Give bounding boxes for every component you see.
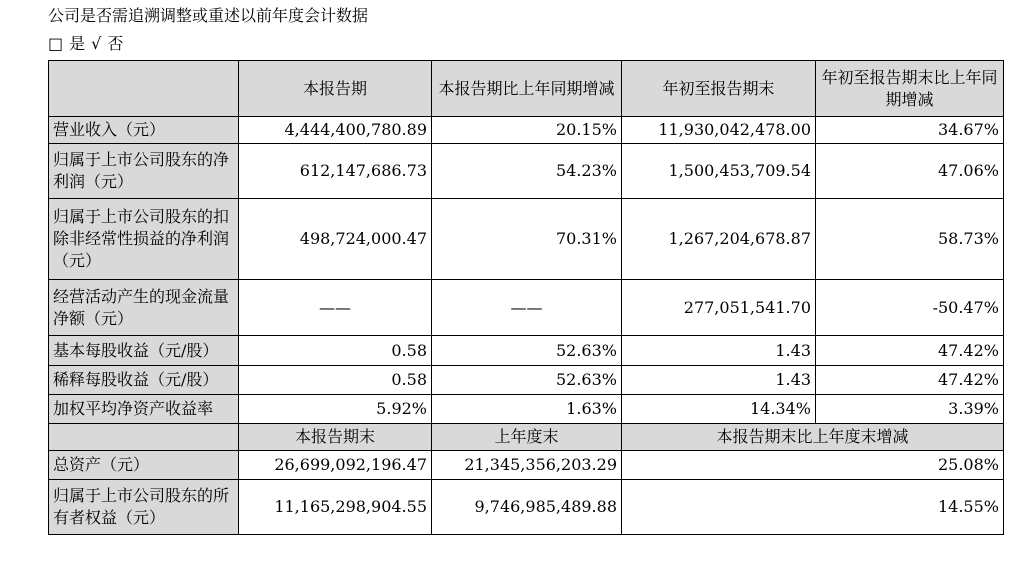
row-label: 稀释每股收益（元/股） <box>49 366 239 395</box>
table-cell: 1.63% <box>432 395 622 424</box>
table-cell: 0.58 <box>239 336 432 366</box>
table-cell: 1.43 <box>622 336 816 366</box>
header-cell: 本报告期比上年同期增减 <box>432 61 622 117</box>
table-cell: 52.63% <box>432 366 622 395</box>
table-row <box>49 199 1004 280</box>
row-label: 基本每股收益（元/股） <box>49 336 239 366</box>
header-cell: 年初至报告期末比上年同期增减 <box>816 61 1004 117</box>
table-row <box>49 280 1004 336</box>
table-cell: 1.43 <box>622 366 816 395</box>
table-cell-dash: —— <box>432 280 622 336</box>
row-label: 营业收入（元） <box>49 117 239 144</box>
row-label: 归属于上市公司股东的所有者权益（元） <box>49 480 239 535</box>
header-cell: 本报告期末比上年度末增减 <box>622 424 1004 451</box>
table-cell: 25.08% <box>622 451 1004 480</box>
table-cell: 14.34% <box>622 395 816 424</box>
section-intro: 公司是否需追溯调整或重述以前年度会计数据 <box>48 6 369 25</box>
table-cell: -50.47% <box>816 280 1004 336</box>
table-cell: 70.31% <box>432 199 622 280</box>
header-cell: 本报告期 <box>239 61 432 117</box>
table-cell: 34.67% <box>816 117 1004 144</box>
table-subheader-row <box>49 424 1004 451</box>
table-row <box>49 117 1004 144</box>
table-cell: 11,930,042,478.00 <box>622 117 816 144</box>
table-cell: 47.06% <box>816 144 1004 199</box>
checkbox-icon: □ <box>48 34 64 53</box>
row-label: 总资产（元） <box>49 451 239 480</box>
table-row <box>49 144 1004 199</box>
table-cell: 498,724,000.47 <box>239 199 432 280</box>
header-cell: 本报告期末 <box>239 424 432 451</box>
table-cell: 612,147,686.73 <box>239 144 432 199</box>
table-cell: 58.73% <box>816 199 1004 280</box>
table-cell: 4,444,400,780.89 <box>239 117 432 144</box>
row-label: 经营活动产生的现金流量净额（元） <box>49 280 239 336</box>
table-cell: 0.58 <box>239 366 432 395</box>
table-cell: 52.63% <box>432 336 622 366</box>
table-cell: 14.55% <box>622 480 1004 535</box>
restatement-choice <box>48 32 129 56</box>
row-label: 加权平均净资产收益率 <box>49 395 239 424</box>
table-cell: 3.39% <box>816 395 1004 424</box>
table-cell: 47.42% <box>816 336 1004 366</box>
table-cell: 1,500,453,709.54 <box>622 144 816 199</box>
table-cell: 5.92% <box>239 395 432 424</box>
table-cell: 9,746,985,489.88 <box>432 480 622 535</box>
row-label: 归属于上市公司股东的净利润（元） <box>49 144 239 199</box>
header-cell-blank <box>49 61 239 117</box>
table-cell: 54.23% <box>432 144 622 199</box>
check-icon: √ <box>91 34 102 53</box>
table-cell: 11,165,298,904.55 <box>239 480 432 535</box>
table-cell-dash: —— <box>239 280 432 336</box>
table-cell: 20.15% <box>432 117 622 144</box>
table-row <box>49 336 1004 366</box>
table-cell: 47.42% <box>816 366 1004 395</box>
option-yes: 是 <box>69 34 86 53</box>
header-cell: 年初至报告期末 <box>622 61 816 117</box>
table-cell: 21,345,356,203.29 <box>432 451 622 480</box>
table-row <box>49 451 1004 480</box>
table-row <box>49 395 1004 424</box>
table-cell: 26,699,092,196.47 <box>239 451 432 480</box>
option-no: 否 <box>107 34 124 53</box>
table-row <box>49 366 1004 395</box>
header-cell-blank <box>49 424 239 451</box>
table-row <box>49 480 1004 535</box>
table-cell: 277,051,541.70 <box>622 280 816 336</box>
financial-data-table <box>48 60 1004 535</box>
row-label: 归属于上市公司股东的扣除非经常性损益的净利润（元） <box>49 199 239 280</box>
table-header-row <box>49 61 1004 117</box>
header-cell: 上年度末 <box>432 424 622 451</box>
table-cell: 1,267,204,678.87 <box>622 199 816 280</box>
